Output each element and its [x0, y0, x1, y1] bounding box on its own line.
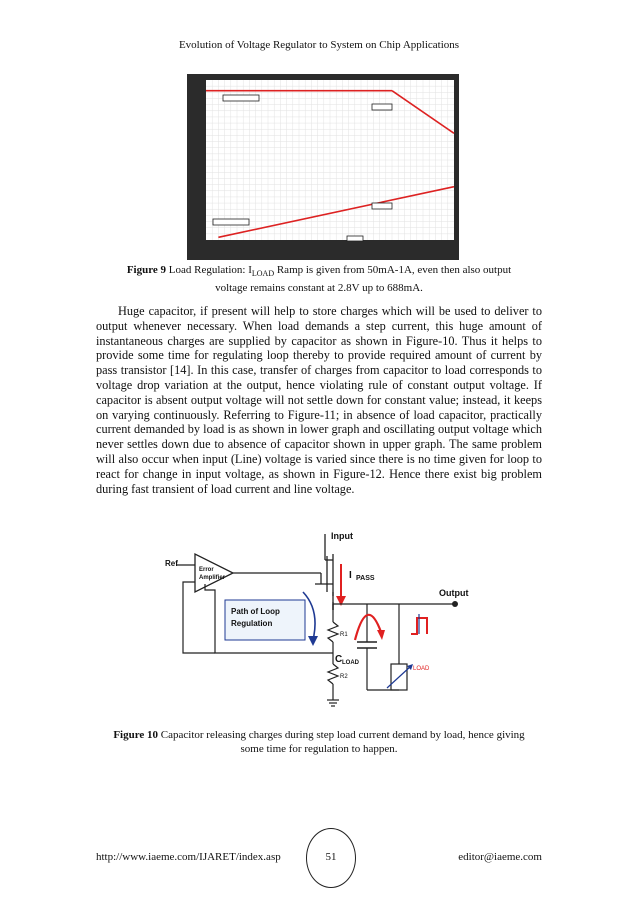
figure-9-grid [206, 80, 454, 240]
cload-sub: LOAD [342, 660, 359, 666]
load-label: LOAD [413, 666, 430, 672]
error-amp-label-2: Amplifier [199, 575, 226, 581]
marker-label-box [372, 203, 392, 209]
figure-9-caption-sub: LOAD [251, 269, 275, 279]
figure-9-caption-rest: Ramp is given from 50mA-1A, even then also output [274, 264, 512, 276]
marker-label-box [213, 219, 249, 225]
figure-10-label: Figure 10 [113, 729, 159, 741]
discharge-arrow [355, 615, 381, 640]
footer-url[interactable]: http://www.iaeme.com/IJARET/index.asp [96, 851, 281, 863]
body-text [96, 304, 542, 496]
ipass-label: I [349, 570, 352, 581]
cload-label: C [335, 654, 343, 665]
loop-path-label-1: Path of Loop [231, 607, 280, 616]
marker-label-box [372, 104, 392, 110]
ref-label: Ref [165, 559, 178, 568]
error-amp-label-1: Error [199, 567, 214, 573]
marker-label-box [347, 236, 363, 241]
input-label: Input [331, 531, 353, 541]
figure-9-label: Figure 9 [126, 264, 167, 276]
marker-label-box [223, 95, 259, 101]
body-paragraph: Huge capacitor, if present will help to store charges which will be used to deliver to output whenever necessary. When load demands a step current, this huge amount of instantaneous charges are supplied by capacitor as shown in Figure-10. Thus it helps to provide some time for regulating loop thereby to provide required amount of current by pass transistor [14]. In this case, transfer of charges from capacitor to load corresponds to voltage drop variation at the output, hence violating rule of constant output voltage. If capacitor is absent output voltage will not settle down for constant value; instead, it keeps on varying continuously. Referring to Figure-11; in absence of load capacitor, practically current demanded by load is as shown in lower graph and oscillating output voltage which never settles down due to absence of capacitor shown in upper graph. The same problem will also occur when input (Line) voltage is varied since there is no time given for loop to react for change in input voltage, as shown in Figure-12. Hence there exist big problem during fast transient of load current and line voltage. [96, 304, 542, 496]
ipass-sub: PASS [356, 575, 375, 582]
output-label: Output [439, 588, 469, 598]
footer-email[interactable]: editor@iaeme.com [458, 851, 542, 863]
figure-10-caption [96, 728, 542, 756]
figure-9-caption-pre: Load Regulation: I [166, 264, 252, 276]
pass-transistor [315, 534, 333, 610]
figure-10-caption-rest: Capacitor releasing charges during step load current demand by load, hence giving [158, 729, 525, 741]
figure-9-caption-line2: voltage remains constant at 2.8V up to 688mA. [215, 282, 423, 295]
figure-10-circuit [155, 522, 500, 722]
running-header: Evolution of Voltage Regulator to System on Chip Applications [178, 39, 460, 51]
r2-label: R2 [340, 674, 348, 680]
figure-10-caption-line2: some time for regulation to happen. [240, 743, 398, 755]
loop-path-label-2: Regulation [231, 619, 273, 628]
output-node [452, 601, 458, 607]
r1-label: R1 [340, 632, 348, 638]
error-amplifier [195, 554, 233, 592]
figure-9-caption [100, 263, 538, 295]
figure-9-chart [187, 74, 459, 260]
page-number: 51 [325, 851, 337, 863]
